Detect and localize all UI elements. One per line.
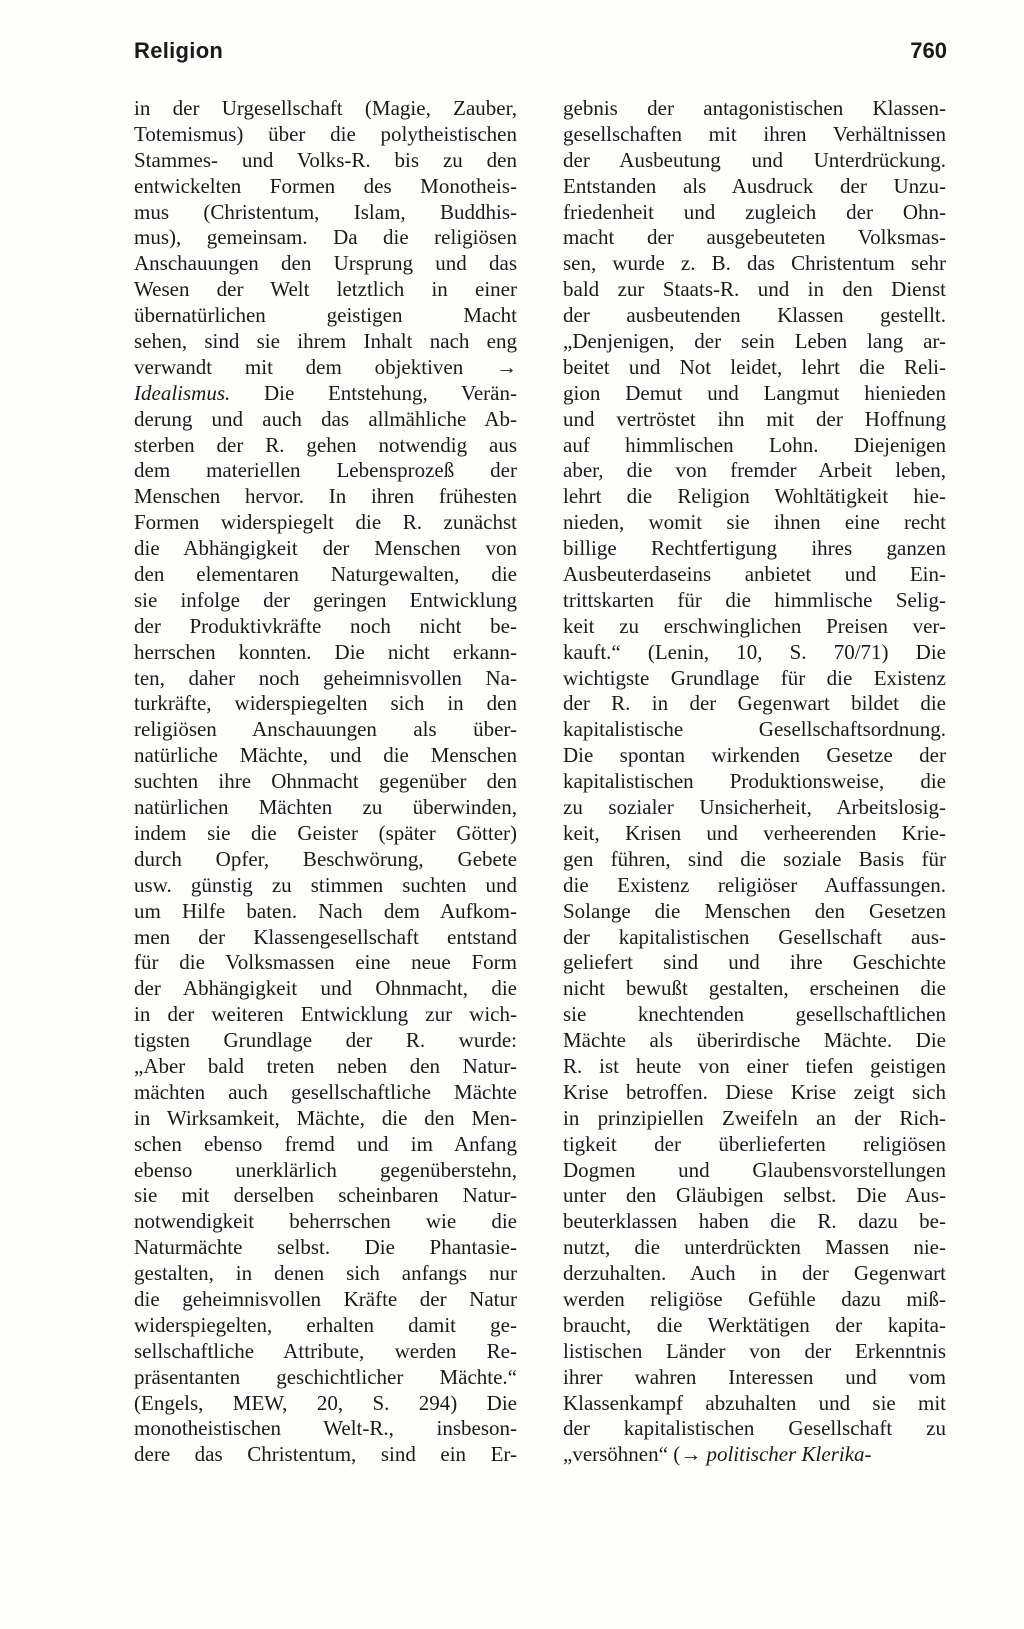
- text-line: mus (Christentum, Islam, Buddhis-: [134, 199, 517, 224]
- text-line: durch Opfer, Beschwörung, Gebete: [134, 846, 517, 871]
- cross-reference-term[interactable]: politischer Klerika-: [701, 1442, 872, 1467]
- text-line: in der Urgesellschaft (Magie, Zauber,: [134, 96, 517, 120]
- text-line: monotheistischen Welt-R., insbeson-: [134, 1416, 517, 1441]
- text-line: der kapitalistischen Gesellschaft aus-: [563, 924, 946, 949]
- text-line: dem materiellen Lebensprozeß der: [134, 458, 517, 483]
- text-line: übernatürlichen geistigen Macht: [134, 303, 517, 328]
- text-line: bald zur Staats-R. und in den Dienst: [563, 277, 946, 302]
- text-line: entwickelten Formen des Monotheis-: [134, 173, 517, 198]
- text-line: gion Demut und Langmut hienieden: [563, 380, 946, 405]
- text-line: und vertröstet ihn mit der Hoffnung: [563, 406, 946, 431]
- left-column: [134, 96, 517, 1468]
- text-line: schen ebenso fremd und im Anfang: [134, 1131, 517, 1156]
- text-line-rest: Die Entstehung, Verän-: [230, 380, 517, 405]
- text-line: keit zu erschwinglichen Preisen ver-: [563, 613, 946, 638]
- text-line: der kapitalistischen Gesellschaft zu: [563, 1416, 946, 1441]
- text-line: R. ist heute von einer tiefen geistigen: [563, 1053, 946, 1078]
- text-line: keit, Krisen und verheerenden Krie-: [563, 820, 946, 845]
- text-line: der Abhängigkeit und Ohnmacht, die: [134, 976, 517, 1001]
- text-line: listischen Länder von der Erkenntnis: [563, 1338, 946, 1363]
- text-line: men der Klassengesellschaft entstand: [134, 924, 517, 949]
- text-line: tigsten Grundlage der R. wurde:: [134, 1028, 517, 1053]
- text-line: sterben der R. gehen notwendig aus: [134, 432, 517, 457]
- text-line: macht der ausgebeuteten Volksmas-: [563, 225, 946, 250]
- text-line: verwandt mit dem objektiven →: [134, 354, 517, 379]
- text-line: wichtigste Grundlage für die Existenz: [563, 665, 946, 690]
- text-line: indem sie die Geister (später Götter): [134, 820, 517, 845]
- text-line: die geheimnisvollen Kräfte der Natur: [134, 1286, 517, 1311]
- text-line: unter den Gläubigen selbst. Die Aus-: [563, 1183, 946, 1208]
- text-line: ebenso unerklärlich gegenüberstehn,: [134, 1157, 517, 1182]
- text-line: Formen widerspiegelt die R. zunächst: [134, 510, 517, 535]
- text-line: der ausbeutenden Klassen gestellt.: [563, 303, 946, 328]
- text-line: der Ausbeutung und Unterdrückung.: [563, 147, 946, 172]
- page-header: [134, 38, 947, 78]
- text-line: sie infolge der geringen Entwicklung: [134, 587, 517, 612]
- text-line: (Engels, MEW, 20, S. 294) Die: [134, 1390, 517, 1415]
- text-line: religiösen Anschauungen als über-: [134, 717, 517, 742]
- text-line: Dogmen und Glaubensvorstellungen: [563, 1157, 946, 1182]
- text-line: nicht bewußt gestalten, erscheinen die: [563, 976, 946, 1001]
- text-line: präsentanten geschichtlicher Mächte.“: [134, 1364, 517, 1389]
- text-line: widerspiegelten, erhalten damit ge-: [134, 1312, 517, 1337]
- text-line: zu sozialer Unsicherheit, Arbeitslosig-: [563, 795, 946, 820]
- text-line: kapitalistischen Produktionsweise, die: [563, 769, 946, 794]
- text-line: geliefert sind und ihre Geschichte: [563, 950, 946, 975]
- text-line: sen, wurde z. B. das Christentum sehr: [563, 251, 946, 276]
- text-line: dere das Christentum, sind ein Er-: [134, 1442, 517, 1467]
- text-line: werden religiöse Gefühle dazu miß-: [563, 1286, 946, 1311]
- text-line: der R. in der Gegenwart bildet die: [563, 691, 946, 716]
- text-line: lehrt die Religion Wohltätigkeit hie-: [563, 484, 946, 509]
- text-line: derzuhalten. Auch in der Gegenwart: [563, 1261, 946, 1286]
- text-line: ihrer wahren Interessen und vom: [563, 1364, 946, 1389]
- text-line: in Wirksamkeit, Mächte, die den Men-: [134, 1105, 517, 1130]
- text-line: ten, daher noch geheimnisvollen Na-: [134, 665, 517, 690]
- text-line: mus), gemeinsam. Da die religiösen: [134, 225, 517, 250]
- text-line: Klassenkampf abzuhalten und sie mit: [563, 1390, 946, 1415]
- text-line: aber, die von fremder Arbeit leben,: [563, 458, 946, 483]
- text-line: um Hilfe baten. Nach dem Aufkom-: [134, 898, 517, 923]
- text-line: in prinzipiellen Zweifeln an der Rich-: [563, 1105, 946, 1130]
- text-line: den elementaren Naturgewalten, die: [134, 562, 517, 587]
- text-line: Wesen der Welt letztlich in einer: [134, 277, 517, 302]
- right-column: [563, 96, 946, 1468]
- text-line: Naturmächte selbst. Die Phantasie-: [134, 1235, 517, 1260]
- text-line: herrschen konnten. Die nicht erkann-: [134, 639, 517, 664]
- text-line: tigkeit der überlieferten religiösen: [563, 1131, 946, 1156]
- text-line: derung und auch das allmähliche Ab-: [134, 406, 517, 431]
- running-head-title: Religion: [134, 38, 224, 63]
- text-line: mächten auch gesellschaftliche Mächte: [134, 1079, 517, 1104]
- text-line: Totemismus) über die polytheistischen: [134, 121, 517, 146]
- text-line: nieden, womit sie ihnen eine recht: [563, 510, 946, 535]
- text-line: gebnis der antagonistischen Klassen-: [563, 96, 946, 120]
- text-line: Krise betroffen. Diese Krise zeigt sich: [563, 1079, 946, 1104]
- text-line: gesellschaften mit ihren Verhältnissen: [563, 121, 946, 146]
- text-line: kapitalistische Gesellschaftsordnung.: [563, 717, 946, 742]
- text-line: Stammes- und Volks-R. bis zu den: [134, 147, 517, 172]
- text-line: in der weiteren Entwicklung zur wich-: [134, 1002, 517, 1027]
- text-line: Anschauungen den Ursprung und das: [134, 251, 517, 276]
- text-line: Solange die Menschen den Gesetzen: [563, 898, 946, 923]
- text-line: beitet und Not leidet, lehrt die Reli-: [563, 354, 946, 379]
- text-line: für die Volksmassen eine neue Form: [134, 950, 517, 975]
- text-line: beuterklassen haben die R. dazu be-: [563, 1209, 946, 1234]
- text-line: turkräfte, widerspiegelten sich in den: [134, 691, 517, 716]
- text-line: natürlichen Mächten zu überwinden,: [134, 795, 517, 820]
- text-line: „Denjenigen, der sein Leben lang ar-: [563, 329, 946, 354]
- text-line: Die spontan wirkenden Gesetze der: [563, 743, 946, 768]
- text-line: billige Rechtfertigung ihres ganzen: [563, 536, 946, 561]
- text-line: auf himmlischen Lohn. Diejenigen: [563, 432, 946, 457]
- text-line: trittskarten für die himmlische Selig-: [563, 587, 946, 612]
- text-line: „Aber bald treten neben den Natur-: [134, 1053, 517, 1078]
- text-line: nutzt, die unterdrückten Massen nie-: [563, 1235, 946, 1260]
- text-line: gen führen, sind die soziale Basis für: [563, 846, 946, 871]
- text-line: sehen, sind sie ihrem Inhalt nach eng: [134, 329, 517, 354]
- cross-reference-term[interactable]: Idealismus.: [134, 380, 231, 405]
- page-number: 760: [910, 38, 947, 63]
- text-line: die Abhängigkeit der Menschen von: [134, 536, 517, 561]
- text-line: natürliche Mächte, und die Menschen: [134, 743, 517, 768]
- text-line: Entstanden als Ausdruck der Unzu-: [563, 173, 946, 198]
- text-line-start: „versöhnen“ (→: [563, 1442, 702, 1467]
- text-line: notwendigkeit beherrschen wie die: [134, 1209, 517, 1234]
- text-line: Mächte als überirdische Mächte. Die: [563, 1028, 946, 1053]
- text-line: gestalten, in denen sich anfangs nur: [134, 1261, 517, 1286]
- text-line: Ausbeuterdaseins anbietet und Ein-: [563, 562, 946, 587]
- text-line: sellschaftliche Attribute, werden Re-: [134, 1338, 517, 1363]
- text-line-last: [563, 1442, 946, 1468]
- text-line: die Existenz religiöser Auffassungen.: [563, 872, 946, 897]
- text-line-idealismus: [134, 381, 517, 407]
- text-line: usw. günstig zu stimmen suchten und: [134, 872, 517, 897]
- text-line: Menschen hervor. In ihren frühesten: [134, 484, 517, 509]
- text-line: der Produktivkräfte noch nicht be-: [134, 613, 517, 638]
- text-line: sie knechtenden gesellschaftlichen: [563, 1002, 946, 1027]
- text-line: kauft.“ (Lenin, 10, S. 70/71) Die: [563, 639, 946, 664]
- text-line: friedenheit und zugleich der Ohn-: [563, 199, 946, 224]
- text-line: sie mit derselben scheinbaren Natur-: [134, 1183, 517, 1208]
- text-line: braucht, die Werktätigen der kapita-: [563, 1312, 946, 1337]
- text-line: suchten ihre Ohnmacht gegenüber den: [134, 769, 517, 794]
